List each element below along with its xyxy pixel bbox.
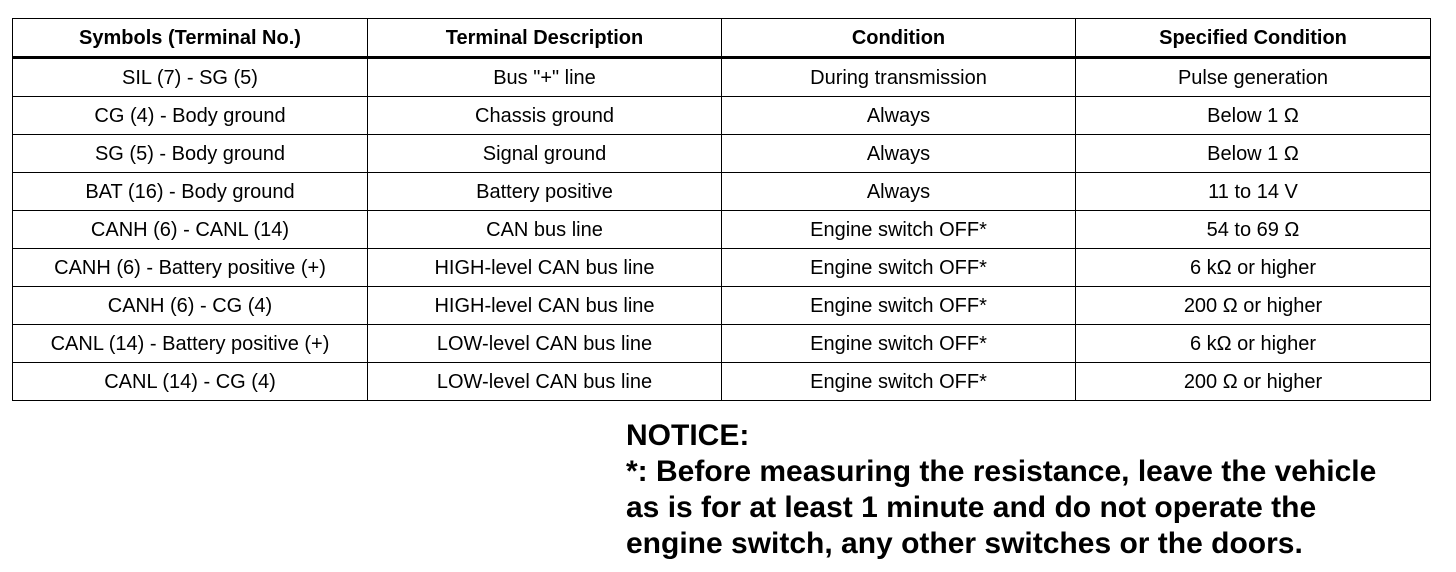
notice-block [626, 418, 1446, 562]
cell-condition: Always [722, 135, 1076, 173]
table-row [13, 173, 1431, 211]
cell-condition: Engine switch OFF* [722, 211, 1076, 249]
cell-condition: Engine switch OFF* [722, 363, 1076, 401]
cell-condition: Engine switch OFF* [722, 249, 1076, 287]
cell-description: HIGH-level CAN bus line [368, 249, 722, 287]
cell-symbols: CG (4) - Body ground [13, 97, 368, 135]
table-row [13, 325, 1431, 363]
cell-specified: 200 Ω or higher [1076, 287, 1431, 325]
cell-description: LOW-level CAN bus line [368, 325, 722, 363]
header-symbols: Symbols (Terminal No.) [13, 19, 368, 58]
table-row [13, 97, 1431, 135]
cell-condition: Always [722, 173, 1076, 211]
cell-specified: 6 kΩ or higher [1076, 249, 1431, 287]
table-row [13, 58, 1431, 97]
cell-description: Signal ground [368, 135, 722, 173]
cell-symbols: CANH (6) - CG (4) [13, 287, 368, 325]
cell-description: Bus "+" line [368, 58, 722, 97]
table-row [13, 211, 1431, 249]
table-header-row [13, 19, 1431, 58]
terminal-spec-table [12, 18, 1431, 401]
header-condition: Condition [722, 19, 1076, 58]
notice-body: *: Before measuring the resistance, leave the vehicle as is for at least 1 minute and do not operate the engine switch, any other switches or the doors. [626, 455, 1377, 560]
cell-specified: Pulse generation [1076, 58, 1431, 97]
cell-symbols: CANH (6) - CANL (14) [13, 211, 368, 249]
notice-title: NOTICE: [626, 419, 750, 452]
cell-symbols: SG (5) - Body ground [13, 135, 368, 173]
cell-symbols: SIL (7) - SG (5) [13, 58, 368, 97]
cell-specified: 6 kΩ or higher [1076, 325, 1431, 363]
cell-specified: 54 to 69 Ω [1076, 211, 1431, 249]
cell-symbols: CANL (14) - Battery positive (+) [13, 325, 368, 363]
cell-condition: During transmission [722, 58, 1076, 97]
cell-description: HIGH-level CAN bus line [368, 287, 722, 325]
cell-description: LOW-level CAN bus line [368, 363, 722, 401]
cell-condition: Engine switch OFF* [722, 325, 1076, 363]
table-row [13, 363, 1431, 401]
cell-condition: Engine switch OFF* [722, 287, 1076, 325]
table-row [13, 287, 1431, 325]
cell-description: Battery positive [368, 173, 722, 211]
cell-symbols: CANH (6) - Battery positive (+) [13, 249, 368, 287]
table-row [13, 135, 1431, 173]
cell-specified: 200 Ω or higher [1076, 363, 1431, 401]
cell-specified: Below 1 Ω [1076, 97, 1431, 135]
cell-specified: 11 to 14 V [1076, 173, 1431, 211]
cell-specified: Below 1 Ω [1076, 135, 1431, 173]
cell-description: CAN bus line [368, 211, 722, 249]
table-row [13, 249, 1431, 287]
cell-condition: Always [722, 97, 1076, 135]
cell-description: Chassis ground [368, 97, 722, 135]
header-terminal-description: Terminal Description [368, 19, 722, 58]
cell-symbols: BAT (16) - Body ground [13, 173, 368, 211]
cell-symbols: CANL (14) - CG (4) [13, 363, 368, 401]
header-specified-condition: Specified Condition [1076, 19, 1431, 58]
